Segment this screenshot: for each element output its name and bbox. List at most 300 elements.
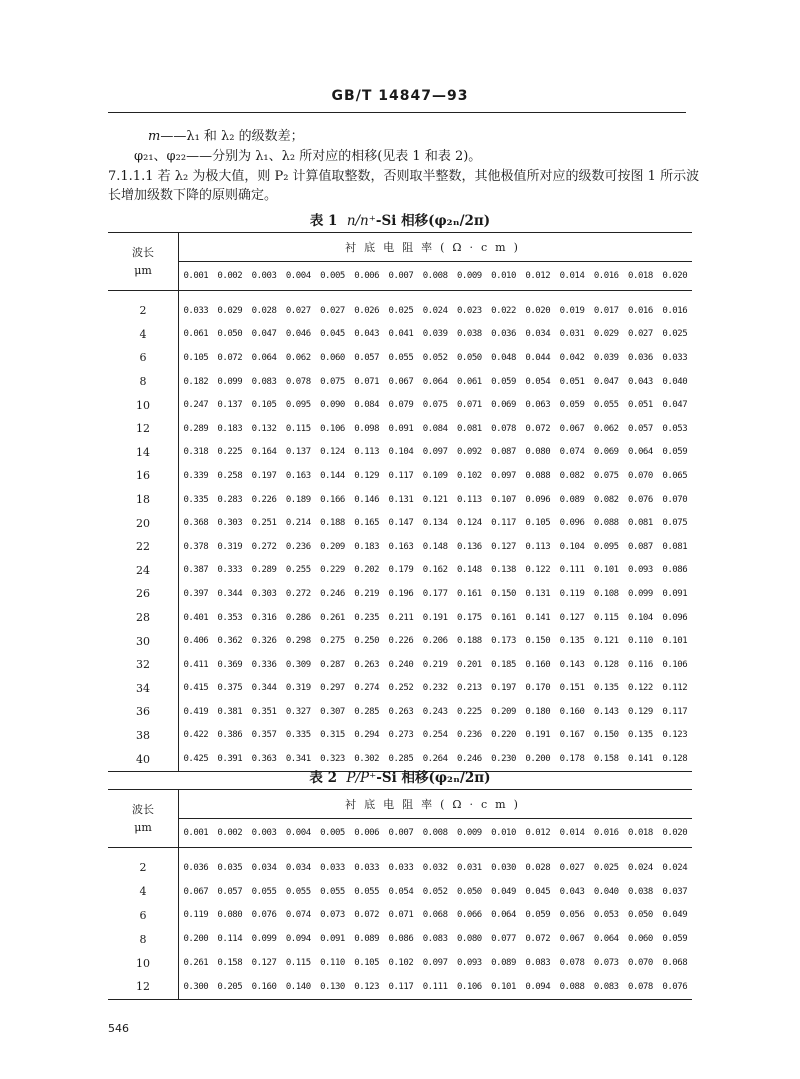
table1-resistivity-value: 0.004 [281, 262, 315, 291]
table1-value-cell: 0.131 [525, 588, 551, 599]
table1 [108, 232, 692, 772]
table1-value-cell: 0.027 [285, 305, 311, 316]
table2-value-cell: 0.068 [422, 910, 448, 921]
table1-value-cell: 0.074 [559, 447, 585, 458]
table1-value-cell: 0.167 [559, 730, 585, 741]
table1-value-cell: 0.093 [628, 565, 653, 576]
table2-value-cell: 0.033 [388, 862, 414, 873]
table2-value-cell: 0.094 [285, 934, 311, 945]
table1-value-cell: 0.386 [217, 730, 243, 741]
table1-value-cell: 0.147 [388, 518, 414, 529]
table1-row [108, 724, 692, 748]
table1-value-cell: 0.106 [320, 423, 345, 434]
table1-value-cell: 0.043 [628, 376, 653, 387]
table1-value-cell: 0.179 [388, 565, 414, 576]
table1-value-cell: 0.191 [422, 612, 448, 623]
table1-spacer-cell [108, 291, 179, 300]
table1-value-cell: 0.235 [354, 612, 380, 623]
table1-value-cell: 0.064 [422, 376, 448, 387]
table2-resistivity-value: 0.012 [521, 819, 555, 848]
table1-value-cell: 0.102 [456, 470, 482, 481]
table1-value-cell: 0.104 [559, 541, 585, 552]
table1-value-cell: 0.318 [183, 447, 209, 458]
table1-value-cell: 0.272 [285, 588, 311, 599]
table1-value-cell: 0.055 [388, 352, 414, 363]
table1-value-cell: 0.090 [320, 400, 345, 411]
table2-value-cell: 0.056 [559, 910, 585, 921]
table1-value-cell: 0.148 [456, 565, 482, 576]
table1-value-cell: 0.047 [593, 376, 619, 387]
table2-value-cell: 0.055 [251, 886, 277, 897]
table1-wavelength-cell: 16 [108, 464, 179, 488]
table1-value-cell: 0.362 [217, 636, 243, 647]
table1-value-cell: 0.040 [662, 376, 688, 387]
table1-value-cell: 0.344 [217, 588, 243, 599]
table2-row [108, 975, 692, 999]
table1-value-cell: 0.220 [491, 730, 516, 741]
table1-resistivity-header: 衬底电阻率(Ω·cm) [179, 233, 693, 262]
table2-value-cell: 0.105 [354, 958, 380, 969]
table1-resistivity-value: 0.009 [452, 262, 486, 291]
table2-value-cell: 0.072 [354, 910, 380, 921]
table1-value-cell: 0.188 [456, 636, 482, 647]
table1-value-cell: 0.303 [217, 518, 243, 529]
table2-value-cell: 0.068 [662, 958, 688, 969]
table2-wavelength-cell: 10 [108, 951, 179, 975]
table2-resistivity-value: 0.006 [350, 819, 384, 848]
table2-value-cell: 0.088 [555, 975, 589, 999]
table2-wavelength-cell: 2 [108, 856, 179, 880]
table1-value-cell: 0.069 [593, 447, 619, 458]
table1-row [108, 653, 692, 677]
table1-value-cell: 0.055 [593, 400, 619, 411]
table1-caption-prefix: 表 1 [309, 213, 338, 229]
table1-value-cell: 0.368 [183, 518, 209, 529]
table1-wavelength-cell: 14 [108, 441, 179, 465]
table1-value-cell: 0.112 [662, 683, 688, 694]
table1-value-cell: 0.091 [388, 423, 414, 434]
table1-value-cell: 0.095 [593, 541, 619, 552]
table2-value-cell: 0.049 [491, 886, 516, 897]
table1-value-cell: 0.335 [183, 494, 209, 505]
table1-value-cell: 0.061 [456, 376, 482, 387]
table1-value-cell: 0.254 [422, 730, 448, 741]
table1-value-cell: 0.028 [251, 305, 277, 316]
table1-resistivity-value: 0.008 [418, 262, 452, 291]
table1-value-cell: 0.104 [388, 447, 414, 458]
table1-value-cell: 0.119 [559, 588, 585, 599]
table1-value-cell: 0.196 [388, 588, 414, 599]
table1-value-cell: 0.252 [388, 683, 414, 694]
table1-wavelength-cell: 18 [108, 488, 179, 512]
table2-spacer-cell [179, 848, 693, 857]
table1-value-cell: 0.272 [251, 541, 277, 552]
table1-value-cell: 0.026 [354, 305, 380, 316]
table1-value-cell: 0.050 [456, 352, 482, 363]
table1-value-cell: 0.302 [354, 754, 380, 765]
table1-row [108, 464, 692, 488]
table1-value-cell: 0.076 [628, 494, 653, 505]
table1-value-cell: 0.088 [525, 470, 551, 481]
table1-value-cell: 0.213 [456, 683, 482, 694]
table2-resistivity-value: 0.020 [658, 819, 692, 848]
table2-row [108, 904, 692, 928]
table1-wavelength-cell: 20 [108, 511, 179, 535]
table1-value-cell: 0.258 [217, 470, 243, 481]
table1-value-cell: 0.336 [251, 659, 277, 670]
table2-value-cell: 0.036 [183, 862, 209, 873]
table2-value-cell: 0.115 [285, 958, 311, 969]
table2-value-cell: 0.057 [217, 886, 243, 897]
table2-value-cell: 0.080 [456, 934, 482, 945]
table1-value-cell: 0.036 [628, 352, 653, 363]
table2-value-cell: 0.160 [247, 975, 281, 999]
table1-value-cell: 0.327 [285, 706, 311, 717]
table1-value-cell: 0.135 [559, 636, 585, 647]
table1-value-cell: 0.121 [593, 636, 619, 647]
header-divider [108, 112, 686, 113]
table1-value-cell: 0.425 [183, 754, 209, 765]
table2-resistivity-value: 0.014 [555, 819, 589, 848]
table2-value-cell: 0.074 [285, 910, 311, 921]
table2 [108, 789, 692, 1000]
table1-value-cell: 0.161 [491, 612, 516, 623]
table1-value-cell: 0.150 [491, 588, 516, 599]
table1-value-cell: 0.116 [628, 659, 653, 670]
table1-resistivity-value: 0.003 [247, 262, 281, 291]
table1-value-cell: 0.219 [354, 588, 380, 599]
definition-phi-text: ——分别为 λ₁、λ₂ 所对应的相移(见表 1 和表 2)。 [186, 149, 482, 164]
table1-value-cell: 0.057 [628, 423, 653, 434]
table1-value-cell: 0.335 [285, 730, 311, 741]
table2-value-cell: 0.055 [354, 886, 380, 897]
table2-value-cell: 0.078 [623, 975, 657, 999]
table2-value-cell: 0.060 [628, 934, 653, 945]
table1-row [108, 606, 692, 630]
table2-value-cell: 0.064 [593, 934, 619, 945]
table1-value-cell: 0.150 [525, 636, 551, 647]
table1-value-cell: 0.303 [251, 588, 277, 599]
table2-resistivity-value: 0.001 [179, 819, 213, 848]
table2-wavelength-cell: 8 [108, 927, 179, 951]
table2-value-cell: 0.064 [491, 910, 516, 921]
table2-value-cell: 0.078 [559, 958, 585, 969]
table1-value-cell: 0.289 [251, 565, 277, 576]
table2-value-cell: 0.076 [658, 975, 692, 999]
table2-value-cell: 0.067 [183, 886, 209, 897]
table2-value-cell: 0.102 [388, 958, 414, 969]
table2-value-cell: 0.114 [217, 934, 243, 945]
table1-row [108, 629, 692, 653]
table1-wavelength-unit: μm [134, 263, 152, 277]
table2-value-cell: 0.111 [418, 975, 452, 999]
table2-value-cell: 0.073 [593, 958, 619, 969]
table1-resistivity-value: 0.010 [486, 262, 520, 291]
table2-value-cell: 0.086 [388, 934, 414, 945]
table1-value-cell: 0.161 [456, 588, 482, 599]
table2-row [108, 856, 692, 880]
table1-value-cell: 0.039 [593, 352, 619, 363]
table1-value-cell: 0.289 [183, 423, 209, 434]
table1-value-cell: 0.275 [320, 636, 345, 647]
table1-value-cell: 0.146 [354, 494, 380, 505]
table1-value-cell: 0.170 [525, 683, 551, 694]
table2-resistivity-header: 衬底电阻率(Ω·cm) [179, 790, 693, 819]
table1-value-cell: 0.113 [525, 541, 551, 552]
table1-value-cell: 0.062 [285, 352, 311, 363]
table2-value-cell: 0.055 [285, 886, 311, 897]
table1-value-cell: 0.225 [217, 447, 243, 458]
table1-value-cell: 0.027 [320, 305, 345, 316]
table1-value-cell: 0.046 [285, 329, 311, 340]
table1-value-cell: 0.381 [217, 706, 243, 717]
table1-wavelength-cell: 38 [108, 724, 179, 748]
table1-value-cell: 0.071 [456, 400, 482, 411]
table2-value-cell: 0.032 [422, 862, 448, 873]
table1-value-cell: 0.128 [593, 659, 619, 670]
table2-resistivity-value: 0.009 [452, 819, 486, 848]
table1-value-cell: 0.084 [354, 400, 380, 411]
table1-value-cell: 0.121 [422, 494, 448, 505]
table1-value-cell: 0.226 [251, 494, 277, 505]
table2-wavelength-label: 波长 [132, 802, 154, 816]
table2-row [108, 951, 692, 975]
table1-resistivity-value: 0.007 [384, 262, 418, 291]
table2-value-cell: 0.040 [593, 886, 619, 897]
table2-value-cell: 0.119 [183, 910, 209, 921]
table2-value-cell: 0.027 [559, 862, 585, 873]
table1-value-cell: 0.297 [320, 683, 345, 694]
table1-resistivity-value: 0.001 [179, 262, 213, 291]
table1-value-cell: 0.201 [456, 659, 482, 670]
table2-value-cell: 0.028 [525, 862, 551, 873]
table2-resistivity-value: 0.005 [315, 819, 349, 848]
table1-value-cell: 0.188 [320, 518, 345, 529]
table1-row [108, 535, 692, 559]
table2-value-cell: 0.110 [320, 958, 345, 969]
table1-value-cell: 0.319 [285, 683, 311, 694]
table1-row [108, 417, 692, 441]
table1-value-cell: 0.043 [354, 329, 380, 340]
table1-row [108, 370, 692, 394]
table1-value-cell: 0.341 [285, 754, 311, 765]
table2-resistivity-value: 0.007 [384, 819, 418, 848]
table2-value-cell: 0.205 [213, 975, 247, 999]
table1-value-cell: 0.109 [422, 470, 448, 481]
definition-m-term: m [148, 129, 161, 144]
table1-value-cell: 0.127 [559, 612, 585, 623]
table1-value-cell: 0.086 [662, 565, 688, 576]
table1-value-cell: 0.096 [559, 518, 585, 529]
table1-row [108, 323, 692, 347]
definition-m [148, 128, 304, 146]
table1-value-cell: 0.050 [217, 329, 243, 340]
table1-value-cell: 0.135 [628, 730, 653, 741]
table2-value-cell: 0.066 [456, 910, 482, 921]
table1-value-cell: 0.113 [456, 494, 482, 505]
table1-value-cell: 0.051 [559, 376, 585, 387]
table2-value-cell: 0.089 [491, 958, 516, 969]
table1-value-cell: 0.106 [662, 659, 688, 670]
table2-value-cell: 0.083 [525, 958, 551, 969]
table1-value-cell: 0.105 [525, 518, 551, 529]
table2-value-cell: 0.031 [456, 862, 482, 873]
table1-value-cell: 0.339 [183, 470, 209, 481]
table1-value-cell: 0.057 [354, 352, 380, 363]
table1-value-cell: 0.075 [422, 400, 448, 411]
table2-wavelength-unit: μm [134, 820, 152, 834]
table1-value-cell: 0.163 [285, 470, 311, 481]
table1-wavelength-cell: 8 [108, 370, 179, 394]
table1-value-cell: 0.202 [354, 565, 380, 576]
table2-value-cell: 0.093 [456, 958, 482, 969]
table1-wavelength-label: 波长 [132, 245, 154, 259]
table1-value-cell: 0.247 [183, 400, 209, 411]
table1-value-cell: 0.053 [662, 423, 688, 434]
table1-value-cell: 0.105 [251, 400, 277, 411]
table1-value-cell: 0.419 [183, 706, 209, 717]
table2-value-cell: 0.091 [320, 934, 345, 945]
table1-value-cell: 0.411 [183, 659, 209, 670]
table1-value-cell: 0.022 [491, 305, 516, 316]
table1-value-cell: 0.209 [491, 706, 516, 717]
definition-m-text: ——λ₁ 和 λ₂ 的级数差； [160, 129, 304, 144]
clause-7-1-1-1-line2: 长增加级数下降的原则确定。 [108, 188, 278, 203]
table1-value-cell: 0.148 [422, 541, 448, 552]
table1-value-cell: 0.285 [388, 754, 414, 765]
table1-value-cell: 0.160 [525, 659, 551, 670]
table1-value-cell: 0.214 [285, 518, 311, 529]
table1-value-cell: 0.141 [628, 754, 653, 765]
table1-value-cell: 0.344 [251, 683, 277, 694]
table1-value-cell: 0.353 [217, 612, 243, 623]
table2-resistivity-value: 0.008 [418, 819, 452, 848]
table1-value-cell: 0.081 [456, 423, 482, 434]
table2-value-cell: 0.300 [179, 975, 213, 999]
table2-value-cell: 0.130 [315, 975, 349, 999]
table1-value-cell: 0.333 [217, 565, 243, 576]
table1-caption-math: n/n⁺ [346, 213, 376, 229]
table1-value-cell: 0.185 [491, 659, 516, 670]
table1-value-cell: 0.143 [593, 706, 619, 717]
table1-value-cell: 0.039 [422, 329, 448, 340]
table1-resistivity-value: 0.012 [521, 262, 555, 291]
table2-value-cell: 0.053 [593, 910, 619, 921]
table1-value-cell: 0.129 [628, 706, 653, 717]
table1-value-cell: 0.236 [456, 730, 482, 741]
table1-value-cell: 0.236 [285, 541, 311, 552]
table2-value-cell: 0.030 [491, 862, 516, 873]
table1-value-cell: 0.132 [251, 423, 277, 434]
table2-value-cell: 0.055 [320, 886, 345, 897]
table2-value-cell: 0.076 [251, 910, 277, 921]
table1-value-cell: 0.422 [183, 730, 209, 741]
table2-value-cell: 0.261 [183, 958, 209, 969]
table1-value-cell: 0.191 [525, 730, 551, 741]
table1-value-cell: 0.162 [422, 565, 448, 576]
table1-value-cell: 0.323 [320, 754, 345, 765]
table2-value-cell: 0.037 [662, 886, 688, 897]
table2-value-cell: 0.050 [628, 910, 653, 921]
table1-value-cell: 0.020 [525, 305, 551, 316]
table2-caption-prefix: 表 2 [309, 770, 338, 786]
table1-value-cell: 0.048 [491, 352, 516, 363]
table1-value-cell: 0.363 [251, 754, 277, 765]
table1-value-cell: 0.072 [525, 423, 551, 434]
table2-wavelength-header [108, 790, 179, 848]
table1-wavelength-cell: 10 [108, 393, 179, 417]
table1-row [108, 559, 692, 583]
table1-wavelength-cell: 2 [108, 299, 179, 323]
table1-wavelength-cell: 28 [108, 606, 179, 630]
table1-value-cell: 0.137 [285, 447, 311, 458]
table2-value-cell: 0.059 [525, 910, 551, 921]
table1-row [108, 441, 692, 465]
table1-value-cell: 0.027 [628, 329, 653, 340]
table1-value-cell: 0.063 [525, 400, 551, 411]
table1-value-cell: 0.017 [593, 305, 619, 316]
table1-value-cell: 0.316 [251, 612, 277, 623]
table2-value-cell: 0.067 [559, 934, 585, 945]
table2-value-cell: 0.059 [662, 934, 688, 945]
table1-value-cell: 0.070 [628, 470, 653, 481]
table1-value-cell: 0.122 [628, 683, 653, 694]
table2-value-cell: 0.035 [217, 862, 243, 873]
table1-value-cell: 0.059 [491, 376, 516, 387]
table1-value-cell: 0.261 [320, 612, 345, 623]
table1-value-cell: 0.067 [388, 376, 414, 387]
table1-value-cell: 0.029 [217, 305, 243, 316]
table1-caption [0, 209, 800, 229]
table1-value-cell: 0.135 [593, 683, 619, 694]
table1-value-cell: 0.141 [525, 612, 551, 623]
table1-value-cell: 0.158 [593, 754, 619, 765]
table1-value-cell: 0.375 [217, 683, 243, 694]
table1-value-cell: 0.029 [593, 329, 619, 340]
table1-value-cell: 0.061 [183, 329, 209, 340]
table1-value-cell: 0.041 [388, 329, 414, 340]
table1-value-cell: 0.033 [183, 305, 209, 316]
table1-value-cell: 0.283 [217, 494, 243, 505]
table1-value-cell: 0.089 [559, 494, 585, 505]
table2-resistivity-value: 0.016 [589, 819, 623, 848]
table1-value-cell: 0.108 [593, 588, 619, 599]
table1-value-cell: 0.143 [559, 659, 585, 670]
table1-resistivity-value: 0.014 [555, 262, 589, 291]
table1-row [108, 299, 692, 323]
table1-value-cell: 0.113 [354, 447, 380, 458]
table1-wavelength-cell: 26 [108, 582, 179, 606]
table1-value-cell: 0.351 [251, 706, 277, 717]
table1-value-cell: 0.096 [525, 494, 551, 505]
table1-resistivity-value: 0.020 [658, 262, 692, 291]
table1-value-cell: 0.095 [285, 400, 311, 411]
table1-value-cell: 0.136 [456, 541, 482, 552]
table1-value-cell: 0.131 [388, 494, 414, 505]
table2-value-cell: 0.052 [422, 886, 448, 897]
table1-value-cell: 0.097 [422, 447, 448, 458]
table1-row [108, 582, 692, 606]
table1-value-cell: 0.062 [593, 423, 619, 434]
table2-value-cell: 0.071 [388, 910, 414, 921]
table1-value-cell: 0.051 [628, 400, 653, 411]
table1-resistivity-value: 0.018 [623, 262, 657, 291]
table1-row [108, 677, 692, 701]
table1-value-cell: 0.115 [593, 612, 619, 623]
table2-value-cell: 0.038 [628, 886, 653, 897]
table2-value-cell: 0.025 [593, 862, 619, 873]
table1-value-cell: 0.294 [354, 730, 380, 741]
